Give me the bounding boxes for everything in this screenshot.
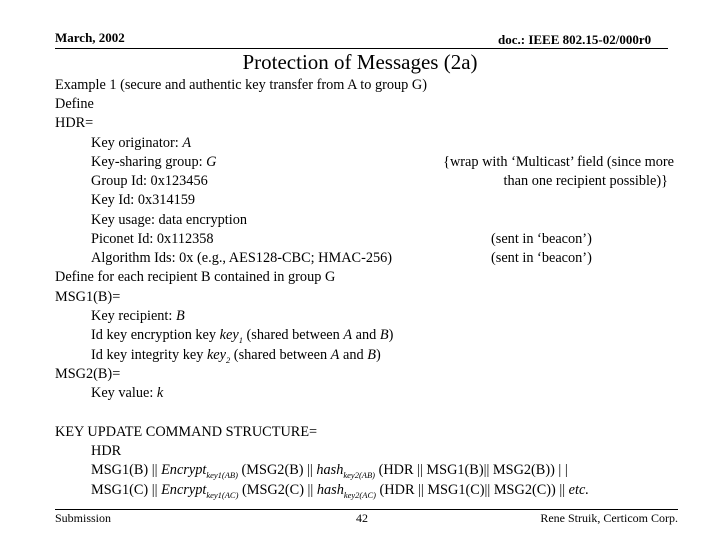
id-int-subscript: 2: [225, 354, 231, 365]
s1-msg2: (MSG2(B) ||: [237, 462, 317, 478]
key-value-label: Key value:: [91, 385, 157, 401]
slide-title: Protection of Messages (2a): [242, 50, 478, 74]
piconet-id: Piconet Id: 0x112358: [91, 231, 214, 247]
id-int-key: key: [206, 347, 226, 363]
id-enc-subscript: 1: [238, 334, 243, 345]
key-originator: [91, 134, 191, 153]
key-recipient-label: Key recipient:: [91, 308, 176, 324]
header-rule: [55, 48, 668, 49]
structure-msg-b: [91, 461, 568, 480]
header-doc-id: doc.: IEEE 802.15-02/000r0: [498, 32, 652, 47]
footer-page-number: 42: [356, 511, 368, 525]
id-encryption-key: [91, 326, 393, 345]
s2-encrypt: Encrypt: [161, 482, 207, 498]
s2-hash-key: key2(AC): [343, 489, 376, 500]
s2-msg1: MSG1(C) ||: [91, 482, 162, 498]
key-sharing-label: Key-sharing group:: [91, 154, 207, 170]
id-enc-party-a: A: [343, 327, 353, 343]
id-int-and: and: [339, 347, 368, 363]
s2-rest: (HDR || MSG1(C)|| MSG2(C)) ||: [375, 482, 569, 498]
id-enc-and: and: [352, 327, 380, 343]
key-usage: Key usage: data encryption: [91, 212, 248, 228]
id-int-party-b: B: [367, 347, 376, 363]
id-int-party-a: A: [330, 347, 340, 363]
id-enc-shared: (shared between: [242, 327, 344, 343]
structure-heading: KEY UPDATE COMMAND STRUCTURE=: [55, 424, 318, 440]
key-sharing-group: [91, 153, 216, 172]
footer-submission: Submission: [55, 511, 112, 525]
note-wrap-line2: than one recipient possible)}: [503, 173, 668, 189]
example-heading: Example 1 (secure and authentic key transfer from A to group G): [55, 77, 427, 93]
footer-rule: [55, 509, 678, 510]
s1-rest: (HDR || MSG1(B)|| MSG2(B)) | |: [375, 462, 568, 478]
id-enc-close: ): [388, 327, 394, 343]
s2-encrypt-key: key1(AC): [206, 489, 239, 500]
header-date: March, 2002: [55, 30, 125, 45]
define-each-recipient: Define for each recipient B contained in group G: [55, 269, 336, 285]
key-id: Key Id: 0x314159: [91, 192, 196, 208]
id-int-text: Id key integrity key: [91, 347, 207, 363]
s1-msg1: MSG1(B) ||: [91, 462, 162, 478]
s1-encrypt-key: key1(AB): [206, 469, 238, 480]
define-line: Define: [55, 96, 94, 112]
key-value-value: k: [156, 385, 164, 401]
note-beacon-2: (sent in ‘beacon’): [491, 250, 592, 266]
id-enc-party-b: B: [379, 327, 389, 343]
id-enc-key: key: [219, 327, 239, 343]
hdr-definition: HDR=: [55, 115, 94, 131]
structure-hdr: HDR: [91, 443, 122, 459]
footer-author: Rene Struik, Certicom Corp.: [540, 511, 678, 525]
key-originator-value: A: [182, 135, 192, 151]
note-beacon-1: (sent in ‘beacon’): [491, 231, 592, 247]
id-enc-text: Id key encryption key: [91, 327, 220, 343]
id-integrity-key: [91, 346, 381, 365]
key-originator-label: Key originator:: [91, 135, 183, 151]
s2-msg2: (MSG2(C) ||: [238, 482, 317, 498]
s1-encrypt: Encrypt: [161, 462, 207, 478]
msg1-definition: MSG1(B)=: [55, 289, 121, 305]
key-recipient-value: B: [175, 308, 185, 324]
key-recipient: [91, 307, 185, 326]
group-id: Group Id: 0x123456: [91, 173, 208, 189]
key-value: [91, 384, 163, 403]
algorithm-ids: Algorithm Ids: 0x (e.g., AES128-CBC; HMAC-256): [91, 250, 393, 266]
s1-hash: hash: [316, 462, 344, 478]
id-int-shared: (shared between: [230, 347, 331, 363]
s2-etc: etc.: [568, 482, 589, 498]
id-int-close: ): [375, 347, 381, 363]
note-wrap-line1: {wrap with ‘Multicast’ field (since more: [443, 154, 674, 170]
msg2-definition: MSG2(B)=: [55, 366, 121, 382]
s2-hash: hash: [316, 482, 344, 498]
structure-msg-c: [91, 481, 589, 500]
s1-hash-key: key2(AB): [343, 469, 376, 480]
key-sharing-value: G: [206, 154, 217, 170]
